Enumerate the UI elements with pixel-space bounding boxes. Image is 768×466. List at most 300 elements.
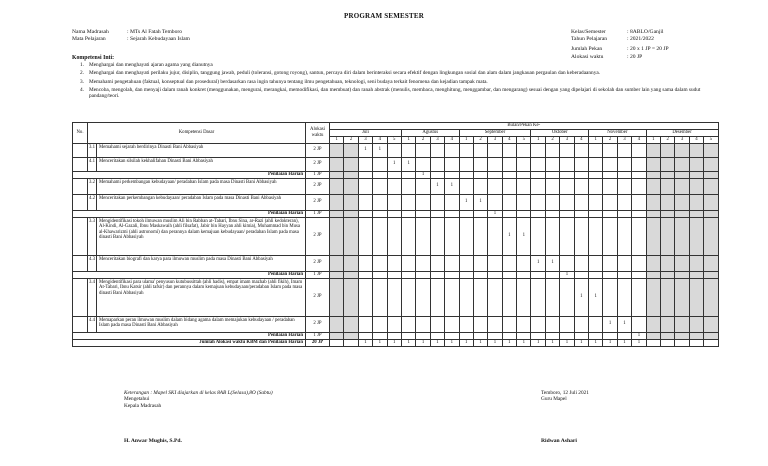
month-header: Oktober [531,130,589,137]
week-cell [488,255,502,271]
week-cell [689,217,703,255]
week-cell [689,339,703,346]
week-mark: 1 [416,171,430,178]
week-cell [689,157,703,171]
week-cell [445,278,459,316]
week-mark: 1 [617,339,631,346]
week-cell [531,143,545,157]
week-cell [589,316,603,332]
week-cell [632,157,646,171]
week-cell [603,217,617,255]
week-mark: 1 [416,339,430,346]
week-mark: 1 [373,339,387,346]
header-label: Jumlah Pekan [571,46,603,53]
week-cell [430,194,444,210]
week-cell [617,178,631,194]
week-cell [330,278,344,316]
row-no-cell [73,194,88,210]
week-cell [330,157,344,171]
header-row [571,54,669,61]
col-header-alokasi-waktu: Alokasi waktu [306,123,330,144]
week-cell [545,278,559,316]
row-no-cell [73,143,88,157]
week-number: 1 [589,137,603,144]
week-cell [373,171,387,178]
week-cell [459,157,473,171]
week-number: 3 [675,137,689,144]
week-cell [603,171,617,178]
week-cell [373,271,387,278]
header-label: Tahun Pelajaran [571,36,608,43]
week-mark: 1 [531,255,545,271]
week-cell [646,316,660,332]
week-cell [660,143,674,157]
week-cell [416,178,430,194]
week-cell [502,278,516,316]
week-number: 1 [401,137,415,144]
week-cell [401,316,415,332]
week-cell [675,271,689,278]
alokasi-jp: 1 JP [306,271,330,278]
week-cell [502,171,516,178]
week-number: 2 [603,137,617,144]
kd-row [73,217,719,255]
week-cell [517,157,531,171]
week-mark: 1 [617,316,631,332]
week-cell [430,157,444,171]
week-cell [689,316,703,332]
week-mark: 1 [517,217,531,255]
alokasi-jp: 1 JP [306,171,330,178]
week-cell [344,157,358,171]
week-cell [330,255,344,271]
week-cell [459,255,473,271]
week-cell [589,255,603,271]
ki-number: 2. [80,70,84,77]
kd-number: 4.2 [88,194,97,210]
week-number: 2 [660,137,674,144]
ki-number: 3. [80,78,84,85]
week-cell [517,178,531,194]
week-cell [560,210,574,217]
col-header-bulan-pekan: Bulan/Pekan Ke- [330,123,719,130]
week-cell [358,178,372,194]
week-cell [646,143,660,157]
header-value: : 20 x 1 JP = 20 JP [627,46,669,53]
week-cell [473,255,487,271]
week-cell [531,217,545,255]
week-cell [430,332,444,339]
header-value: : Sejarah Kebudayaan Islam [127,36,190,43]
week-cell [387,316,401,332]
week-cell [358,171,372,178]
week-number: 4 [502,137,516,144]
kepala-madrasah-label: Kepala Madrasah [124,402,162,409]
week-cell [646,178,660,194]
week-cell [589,143,603,157]
week-cell [632,316,646,332]
week-cell [675,332,689,339]
week-cell [632,271,646,278]
alokasi-jp: 1 JP [306,210,330,217]
week-cell [632,217,646,255]
week-cell [589,194,603,210]
week-cell [704,278,718,316]
week-number: 2 [344,137,358,144]
week-cell [646,157,660,171]
header-row [72,36,190,43]
week-cell [430,143,444,157]
alokasi-jp: 2 JP [306,316,330,332]
week-number: 4 [373,137,387,144]
week-cell [560,171,574,178]
week-cell [531,271,545,278]
week-cell [617,271,631,278]
ki-number: 1. [80,62,84,68]
week-cell [675,171,689,178]
week-cell [502,194,516,210]
week-cell [574,210,588,217]
week-cell [531,278,545,316]
alokasi-jp: 2 JP [306,157,330,171]
week-cell [704,271,718,278]
week-cell [704,171,718,178]
week-cell [689,255,703,271]
week-cell [632,255,646,271]
week-cell [660,278,674,316]
week-number: 5 [387,137,401,144]
week-mark: 1 [502,339,516,346]
week-cell [430,217,444,255]
kd-text: Mengidentifikasi tokoh ilmuwan muslim Ali bin Rabban at-Tabari, Ibnu Sina, ar-Razi (ahli kedokteran), Al-Kindi, Al-Gazali, Ibnu Maskawaih (ahli filsafat), Jabir bin Hayyan ahli kimia), Muhammad bin Musa al-Khawarizmi (ahli astronomi) dan perannya dalam kemajuan kebudayaan/ peradaban Islam pada masa dinasti Bani Abbasiyah [97,217,306,255]
week-cell [488,217,502,255]
week-cell [560,332,574,339]
penilaian-harian-label: Penilaian Harian [73,332,306,339]
week-cell [603,278,617,316]
week-cell [488,157,502,171]
week-cell [704,316,718,332]
week-cell [358,217,372,255]
ki-item [80,87,710,100]
week-cell [617,171,631,178]
kd-number: 3.2 [88,178,97,194]
header-label: Mata Pelajaran [72,36,106,43]
week-cell [502,332,516,339]
row-no-cell [73,217,88,255]
week-cell [502,143,516,157]
month-header: September [459,130,531,137]
week-mark: 1 [488,210,502,217]
week-cell [344,339,358,346]
week-cell [401,210,415,217]
week-cell [632,194,646,210]
week-cell [531,157,545,171]
week-cell [689,278,703,316]
header-right [571,29,669,61]
kd-text: Menceritakan silsilah kekhalifahan Dinasti Bani Abbasiyah [97,157,306,171]
keterangan-note: Keterangan : Mapel SKI diajarkan di kelas 8AB L(Selasa),8O (Sabtu) [124,390,273,396]
week-cell [574,316,588,332]
guru-mapel-label: Guru Mapel [541,396,567,403]
week-mark: 1 [445,339,459,346]
week-cell [560,157,574,171]
week-cell [545,143,559,157]
week-cell [704,339,718,346]
week-cell [603,271,617,278]
week-mark: 1 [488,339,502,346]
week-cell [704,332,718,339]
week-cell [488,332,502,339]
week-cell [646,210,660,217]
week-cell [646,255,660,271]
kd-text: Mengidentifikasi para ulama' penyusun kutubussittah (ahli hadis), empat imam mazhab (ahli fikih), Imam At-Tabari, Ibnu Katsir (ahli tafsir) dan perannya dalam kemajuan kebudayaan/peradaban Islam pada masa dinasti Bani Abbasiyah [97,278,306,316]
kd-number: 4.1 [88,157,97,171]
week-mark: 1 [603,339,617,346]
week-cell [416,157,430,171]
col-header-no: No. [73,123,88,144]
header-row [571,46,669,53]
week-number: 4 [632,137,646,144]
week-cell [459,332,473,339]
week-cell [675,194,689,210]
week-cell [675,178,689,194]
week-number: 2 [473,137,487,144]
week-cell [603,157,617,171]
week-mark: 1 [401,157,415,171]
header-label: Alokasi waktu [571,53,604,60]
week-cell [617,210,631,217]
week-cell [603,332,617,339]
week-cell [387,210,401,217]
signature-kepala: H. Anwar Mughis, S.Pd. [124,438,182,444]
week-cell [502,316,516,332]
week-cell [330,271,344,278]
week-cell [358,316,372,332]
week-cell [459,178,473,194]
week-cell [517,171,531,178]
row-no-cell [73,278,88,316]
week-cell [617,157,631,171]
week-cell [358,255,372,271]
week-cell [689,143,703,157]
week-cell [603,255,617,271]
week-cell [517,271,531,278]
week-cell [430,316,444,332]
week-cell [531,194,545,210]
header-value: : 20 JP [627,53,643,60]
header-label: Nama Madrasah [72,29,109,35]
week-cell [589,332,603,339]
week-cell [675,217,689,255]
week-mark: 1 [545,339,559,346]
col-header-kompetensi-dasar: Kompetensi Dasar [88,123,306,144]
week-cell [603,210,617,217]
week-number: 1 [330,137,344,144]
week-mark: 1 [545,255,559,271]
week-cell [660,217,674,255]
week-cell [675,143,689,157]
week-cell [646,194,660,210]
week-mark: 1 [387,157,401,171]
week-cell [545,171,559,178]
week-cell [387,271,401,278]
week-cell [445,255,459,271]
week-cell [344,278,358,316]
week-cell [330,339,344,346]
week-cell [560,278,574,316]
kd-row [73,143,719,157]
week-cell [517,332,531,339]
week-cell [517,194,531,210]
week-cell [373,255,387,271]
kompetensi-inti-list [80,62,710,99]
week-cell [574,171,588,178]
week-cell [574,143,588,157]
row-no-cell [73,178,88,194]
week-cell [344,194,358,210]
week-cell [574,217,588,255]
week-cell [358,332,372,339]
kd-row [73,157,719,171]
week-mark: 1 [531,339,545,346]
week-cell [632,178,646,194]
week-cell [430,278,444,316]
month-header: Agustus [401,130,459,137]
alokasi-jp: 2 JP [306,217,330,255]
week-mark: 1 [445,178,459,194]
week-cell [473,271,487,278]
week-cell [488,271,502,278]
week-cell [545,332,559,339]
week-mark: 1 [560,339,574,346]
week-cell [373,194,387,210]
week-cell [401,171,415,178]
week-cell [589,210,603,217]
kd-row [73,194,719,210]
header-label: Kelas/Semester [571,29,606,35]
kd-row [73,278,719,316]
week-cell [589,271,603,278]
week-cell [660,210,674,217]
header-value: : 8ABLO/Ganjil [627,29,664,35]
week-cell [387,217,401,255]
week-cell [689,171,703,178]
week-number: 3 [560,137,574,144]
week-cell [330,210,344,217]
week-cell [473,217,487,255]
week-mark: 1 [430,339,444,346]
week-number: 4 [689,137,703,144]
week-cell [401,332,415,339]
week-mark: 1 [560,271,574,278]
week-cell [632,278,646,316]
week-cell [445,171,459,178]
week-cell [704,210,718,217]
week-cell [473,171,487,178]
week-number: 3 [430,137,444,144]
week-cell [358,271,372,278]
week-mark: 1 [473,339,487,346]
kd-text: Memaparkan peran ilmuwan muslim dalam bidang agama dalam memajukan kebudayaan / peradaban Islam pada masa Dinasti Bani Abbasiyah [97,316,306,332]
week-cell [358,157,372,171]
week-cell [416,332,430,339]
week-cell [689,271,703,278]
week-cell [502,178,516,194]
kd-text: Menceritakan biografi dan karya para ilmuwan muslim pada masa Dinasti Bani Abbasiyah [97,255,306,271]
week-cell [488,143,502,157]
week-cell [488,194,502,210]
week-cell [589,171,603,178]
week-cell [344,217,358,255]
penilaian-harian-row [73,332,719,339]
week-cell [330,143,344,157]
week-cell [675,316,689,332]
week-cell [560,316,574,332]
week-cell [445,210,459,217]
header-row [571,29,669,36]
kd-number: 3.3 [88,217,97,255]
week-cell [373,316,387,332]
week-cell [545,194,559,210]
week-cell [545,316,559,332]
week-mark: 1 [589,339,603,346]
week-cell [675,339,689,346]
week-cell [646,339,660,346]
week-cell [459,171,473,178]
week-cell [517,316,531,332]
week-cell [545,217,559,255]
week-cell [344,271,358,278]
week-cell [344,143,358,157]
row-no-cell [73,255,88,271]
week-cell [646,271,660,278]
week-cell [473,157,487,171]
week-cell [704,255,718,271]
week-cell [373,278,387,316]
week-cell [689,178,703,194]
week-cell [387,171,401,178]
week-cell [459,210,473,217]
week-cell [387,178,401,194]
week-cell [704,143,718,157]
header-value: : MTs Al Fatah Temboro [127,29,183,35]
week-mark: 1 [358,143,372,157]
week-cell [574,271,588,278]
week-number: 5 [704,137,718,144]
week-cell [545,271,559,278]
week-cell [617,278,631,316]
total-label: Jumlah Alokasi waktu KBM dan Penilaian Harian [73,339,306,346]
week-cell [473,178,487,194]
week-cell [416,316,430,332]
footer-right [541,390,589,403]
week-cell [689,194,703,210]
week-cell [416,143,430,157]
header-row [72,29,190,36]
week-cell [344,171,358,178]
week-cell [401,178,415,194]
row-no-cell [73,316,88,332]
week-cell [416,194,430,210]
ki-item [80,79,710,85]
week-cell [459,143,473,157]
week-number: 4 [574,137,588,144]
week-cell [560,178,574,194]
week-cell [344,316,358,332]
week-cell [502,271,516,278]
week-cell [358,210,372,217]
week-number: 3 [358,137,372,144]
